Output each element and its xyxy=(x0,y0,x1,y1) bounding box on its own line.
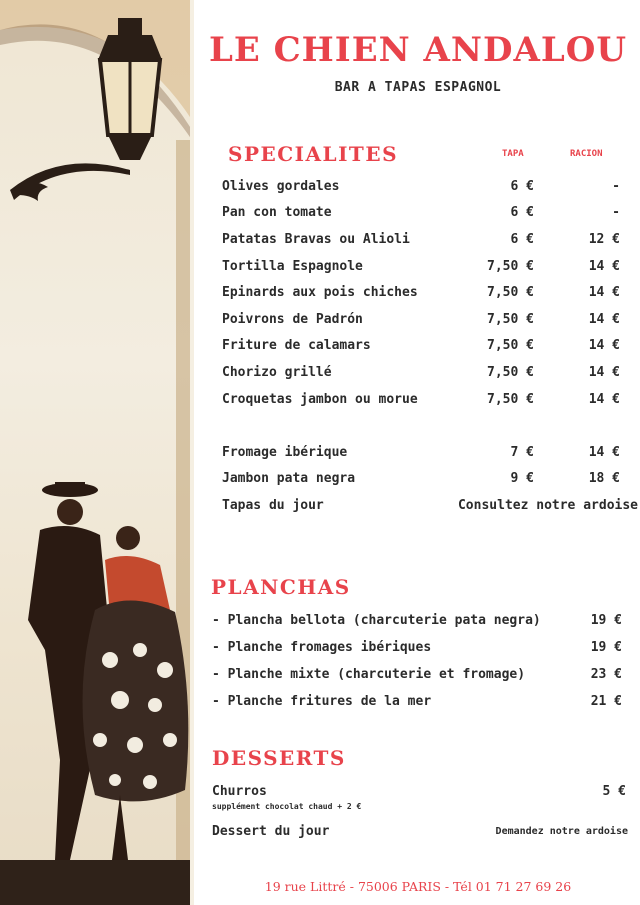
menu-row-chorizo xyxy=(222,365,632,385)
racion-price: - xyxy=(612,179,620,194)
plancha-name: - Plancha bellota (charcuterie pata negra) xyxy=(212,613,541,628)
plancha-price: 21 € xyxy=(590,694,622,709)
menu-item-name: Fromage ibérique xyxy=(222,445,348,460)
plancha-name: - Planche fromages ibériques xyxy=(212,640,432,655)
section-planchas-title: PLANCHAS xyxy=(211,575,351,599)
tapa-price: 9 € xyxy=(510,471,534,486)
racion-price: 14 € xyxy=(588,285,620,300)
dessert-name: Dessert du jour xyxy=(212,824,330,839)
plancha-row xyxy=(212,613,626,633)
dessert-ardoise-note: Demandez notre ardoise xyxy=(495,826,628,837)
plancha-name: - Planche fritures de la mer xyxy=(212,694,432,709)
tapa-price: 6 € xyxy=(510,179,534,194)
menu-row-pan-con-tomate xyxy=(222,205,632,225)
plancha-row xyxy=(212,667,626,687)
menu-item-name: Poivrons de Padrón xyxy=(222,312,363,327)
racion-price: 14 € xyxy=(588,259,620,274)
tapa-price: 7,50 € xyxy=(487,365,534,380)
dessert-price: 5 € xyxy=(602,784,626,799)
ardoise-note: Consultez notre ardoise xyxy=(457,498,638,513)
flamenco-photo xyxy=(0,0,192,905)
menu-item-name: Croquetas jambon ou morue xyxy=(222,392,418,407)
racion-price: - xyxy=(612,205,620,220)
menu-item-name: Patatas Bravas ou Alioli xyxy=(222,232,410,247)
menu-item-name: Friture de calamars xyxy=(222,338,371,353)
plancha-name: - Planche mixte (charcuterie et fromage) xyxy=(212,667,526,682)
plancha-price: 23 € xyxy=(590,667,622,682)
photo-border xyxy=(190,0,194,905)
menu-row-calamars xyxy=(222,338,632,358)
menu-row-epinards xyxy=(222,285,632,305)
menu-row-croquetas xyxy=(222,392,632,412)
tapa-price: 7,50 € xyxy=(487,392,534,407)
tapa-price: 7,50 € xyxy=(487,312,534,327)
plancha-price: 19 € xyxy=(590,640,622,655)
dessert-name: Churros xyxy=(212,784,267,799)
racion-price: 14 € xyxy=(588,365,620,380)
restaurant-title: LE CHIEN ANDALOU xyxy=(208,30,628,70)
menu-item-name: Jambon pata negra xyxy=(222,471,356,486)
menu-row-tortilla xyxy=(222,259,632,279)
racion-price: 12 € xyxy=(588,232,620,247)
column-racion-header: RACION xyxy=(570,149,603,159)
tapa-price: 6 € xyxy=(510,232,534,247)
flamenco-illustration xyxy=(0,0,192,905)
footer-address: 19 rue Littré - 75006 PARIS - Tél 01 71 27 69 26 xyxy=(264,879,572,894)
racion-price: 14 € xyxy=(588,392,620,407)
menu-row-patatas-bravas xyxy=(222,232,632,252)
menu-item-name: Olives gordales xyxy=(222,179,340,194)
tapa-price: 7,50 € xyxy=(487,285,534,300)
churros-supplement-note: supplément chocolat chaud + 2 € xyxy=(212,802,362,811)
menu-row-jambon xyxy=(222,471,632,491)
racion-price: 14 € xyxy=(588,312,620,327)
menu-item-name: Pan con tomate xyxy=(222,205,332,220)
menu-item-name: Chorizo grillé xyxy=(222,365,332,380)
section-specialites-title: SPECIALITES xyxy=(228,142,399,166)
menu-row-poivrons xyxy=(222,312,632,332)
menu-row-fromage xyxy=(222,445,632,465)
menu-item-name: Tapas du jour xyxy=(222,498,324,513)
tapa-price: 6 € xyxy=(510,205,534,220)
menu-row-tapas-du-jour xyxy=(222,498,638,518)
plancha-row xyxy=(212,640,626,660)
tapa-price: 7,50 € xyxy=(487,259,534,274)
section-desserts-title: DESSERTS xyxy=(212,746,346,770)
column-tapa-header: TAPA xyxy=(502,149,524,159)
plancha-price: 19 € xyxy=(590,613,622,628)
racion-price: 14 € xyxy=(588,338,620,353)
tapa-price: 7,50 € xyxy=(487,338,534,353)
racion-price: 14 € xyxy=(588,445,620,460)
menu-item-name: Epinards aux pois chiches xyxy=(222,285,418,300)
menu-item-name: Tortilla Espagnole xyxy=(222,259,363,274)
tapa-price: 7 € xyxy=(510,445,534,460)
plancha-row xyxy=(212,694,626,714)
menu-row-olives xyxy=(222,179,632,199)
dessert-row-churros xyxy=(212,784,628,799)
restaurant-subtitle: BAR A TAPAS ESPAGNOL xyxy=(334,80,502,95)
racion-price: 18 € xyxy=(588,471,620,486)
